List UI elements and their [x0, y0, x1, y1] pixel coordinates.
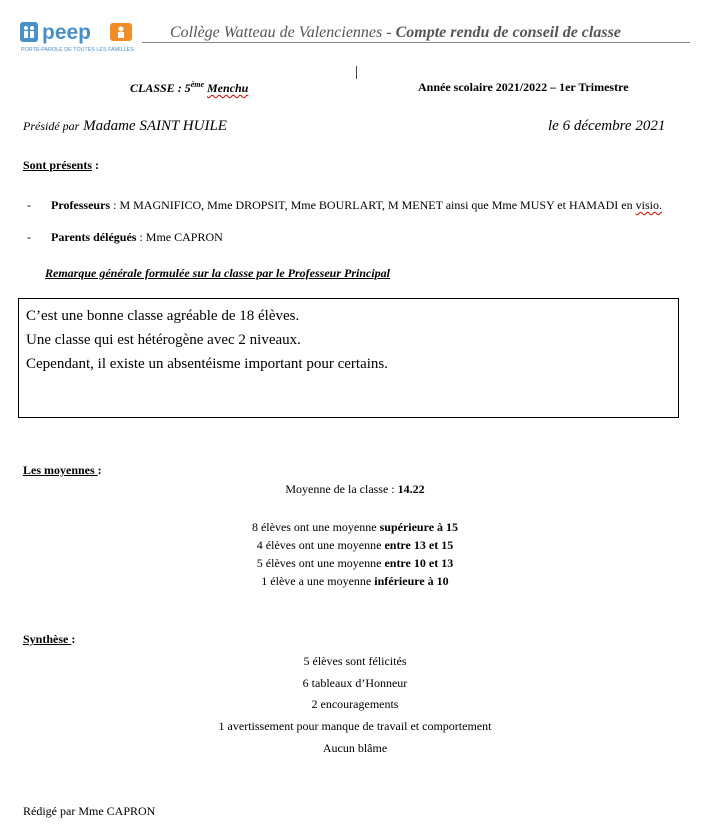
synthesis-line: 1 avertissement pour manque de travail et comportement [218, 719, 492, 733]
text-cursor: | [355, 64, 359, 80]
average-row: 5 élèves ont une moyenne entre 10 et 13 [256, 556, 454, 570]
average-row: 1 élève a une moyenne inférieure à 10 [261, 574, 449, 588]
average-row: 8 élèves ont une moyenne supérieure à 15 [251, 520, 459, 534]
remark-line: C’est une bonne classe agréable de 18 élèves. [26, 308, 300, 324]
svg-text:peep: peep [42, 21, 92, 44]
header-divider [142, 42, 690, 43]
peep-logo [20, 20, 134, 54]
synthesis-line: 2 encouragements [311, 697, 399, 711]
remark-box [18, 298, 679, 418]
title-report: Compte rendu de conseil de classe [395, 24, 621, 41]
synthesis-line: 6 tableaux d’Honneur [302, 676, 408, 690]
synthesis-line: Aucun blâme [322, 741, 388, 755]
list-item-parents: - Parents délégués : Mme CAPRON [27, 230, 223, 244]
synthesis-heading: Synthèse : [23, 632, 76, 646]
document-title [170, 24, 621, 42]
synthesis-line: 5 élèves sont félicités [303, 654, 407, 668]
presents-heading: Sont présents : [23, 158, 100, 172]
averages-heading: Les moyennes : [23, 463, 102, 477]
class-average: Moyenne de la classe : 14.22 [285, 482, 425, 496]
meeting-date: le 6 décembre 2021 [548, 118, 666, 134]
average-row: 4 élèves ont une moyenne entre 13 et 15 [256, 538, 454, 552]
remark-heading: Remarque générale formulée sur la classe par le Professeur Principal [45, 266, 390, 280]
svg-text:PORTE-PAROLE DE TOUTES LES FAM: PORTE-PAROLE DE TOUTES LES FAMILLES [21, 47, 134, 53]
remark-line: Cependant, il existe un absentéisme important pour certains. [26, 356, 388, 372]
school-year: Année scolaire 2021/2022 – 1er Trimestre [418, 80, 629, 94]
class-label: CLASSE : 5ème Menchu [130, 80, 249, 95]
president-name: Madame SAINT HUILE [83, 118, 227, 134]
class-average-value: 14.22 [397, 482, 425, 496]
title-school: Collège Watteau de Valenciennes - [170, 24, 396, 41]
presided-by: Présidé par Madame SAINT HUILE [23, 118, 227, 134]
list-item-teachers: - Professeurs : M MAGNIFICO, Mme DROPSIT, Mme BOURLART, M MENET ainsi que Mme MUSY et HAMADI en visio. [27, 198, 662, 212]
written-by: Rédigé par Mme CAPRON [23, 804, 156, 818]
remark-line: Une classe qui est hétérogène avec 2 niveaux. [26, 332, 301, 348]
class-name: Menchu [207, 81, 249, 95]
